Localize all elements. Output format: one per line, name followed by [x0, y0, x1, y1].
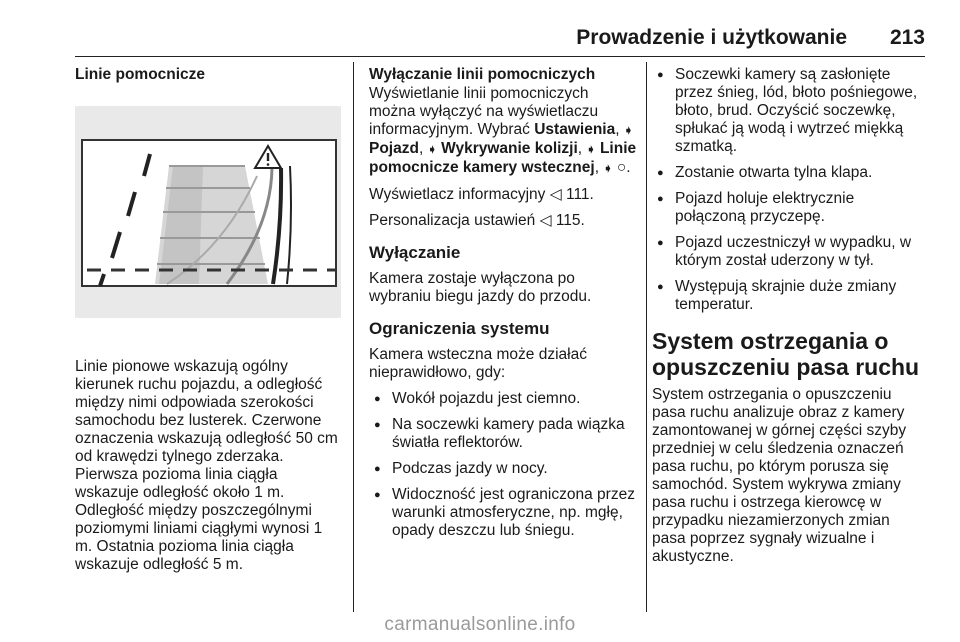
separator: ,	[418, 140, 428, 157]
menu-arrow-icon: ➧	[427, 144, 437, 156]
menu-arrow-icon: ➧	[586, 144, 596, 156]
guidelines-paragraph: Linie pionowe wskazują ogólny kierunek ruchu pojazdu, a odległość między nimi odpowiada szerokości samochodu bez lusterek. Czerwone oznaczenia wskazują odległość 50 cm od krawędzi tylnego zderzaka. Pierwsza pozioma linia ciągła wskazuje odległość około 1 m. Odległość między poszczególnymi poziomymi liniami ciągłymi wynosi 1 m. Ostatnia pozioma linia ciągła wskazuje odległość 5 m.	[75, 358, 338, 573]
page-ref-icon: ◁	[549, 186, 562, 203]
reference-page: 111.	[565, 186, 594, 203]
lane-departure-paragraph: System ostrzegania o opuszczeniu pasa ruchu analizuje obraz z kamery zamontowanej w górnej części szyby przedniej w celu śledzenia oznaczeń pasa ruchu, po którym porusza się samochód. System wykrywa zmiany pasa ruchu i ostrzega kierowcę w przypadku niezamierzonych zmian pasa poprzez sygnały wizualne i akustyczne.	[652, 386, 907, 565]
section-heading: Ograniczenia systemu	[369, 319, 550, 338]
menu-path-item: Wykrywanie kolizji	[441, 140, 578, 157]
reference-page: 115.	[555, 212, 585, 229]
list-item: ● Zostanie otwarta tylna klapa.	[652, 164, 927, 182]
menu-path-item: Ustawienia	[534, 121, 616, 138]
list-item: ● Podczas jazdy w nocy.	[369, 460, 639, 478]
disable-guidelines-paragraph	[369, 85, 639, 178]
list-item: ● Soczewki kamery są zasłonięte przez śnieg, lód, błoto pośniegowe, błoto, brud. Oczyścić soczewkę, spłukać ją wodą i wytrzeć miękką szmatką.	[652, 66, 927, 156]
column-1	[75, 62, 341, 574]
camera-off-paragraph: Kamera zostaje wyłączona po wybraniu biegu jazdy do przodu.	[369, 270, 592, 305]
period: .	[626, 159, 631, 176]
menu-path-item: Pojazd	[369, 140, 419, 157]
list-item: ● Pojazd holuje elektrycznie połączoną przyczepę.	[652, 190, 927, 226]
page-header	[75, 22, 925, 52]
header-rule	[75, 56, 925, 57]
section-heading: Wyłączanie linii pomocniczych	[369, 66, 596, 83]
section-title: System ostrzegania o opuszczeniu pasa ruchu	[652, 328, 920, 380]
header-title: Prowadzenie i użytkowanie	[576, 26, 847, 49]
menu-path-item: Linie pomocnicze kamery wstecznej	[369, 140, 637, 176]
reference-text: Personalizacja ustawień	[369, 212, 540, 229]
list-item: ● Występują skrajnie duże zmiany temperatur.	[652, 278, 927, 314]
section-heading: Linie pomocnicze	[75, 66, 206, 83]
list-item: ● Pojazd uczestniczył w wypadku, w którym został uderzony w tył.	[652, 234, 927, 270]
page-number: 213	[889, 26, 925, 49]
section-heading: Wyłączanie	[369, 243, 461, 262]
column-divider	[646, 62, 647, 612]
separator: ,	[577, 140, 587, 157]
limitations-intro: Kamera wsteczna może działać nieprawidłowo, gdy:	[369, 346, 587, 381]
camera-guidelines-figure	[75, 106, 341, 318]
reference-line	[369, 186, 639, 204]
reference-line	[369, 212, 639, 230]
menu-arrow-icon: ➧	[623, 125, 634, 137]
camera-display-illustration	[75, 106, 341, 318]
watermark: carmanualsonline.info	[384, 614, 576, 635]
separator: ,	[594, 159, 604, 176]
column-2	[369, 62, 639, 548]
toggle-off-icon: ○	[616, 159, 627, 176]
column-divider	[353, 62, 354, 612]
page-ref-icon: ◁	[539, 212, 552, 229]
limitations-list	[369, 390, 639, 540]
reference-text: Wyświetlacz informacyjny	[369, 186, 550, 203]
column-3	[652, 62, 927, 566]
list-item: ● Widoczność jest ograniczona przez warunki atmosferyczne, np. mgłę, opady deszczu lub śniegu.	[369, 486, 639, 540]
separator: ,	[615, 121, 624, 138]
menu-arrow-icon: ➧	[603, 163, 613, 175]
list-item: ● Wokół pojazdu jest ciemno.	[369, 390, 639, 408]
list-item: ● Na soczewki kamery pada wiązka światła reflektorów.	[369, 416, 639, 452]
limitations-list-continued	[652, 66, 927, 314]
paragraph-text: Wyświetlanie linii pomocniczych można wyłączyć na wyświetlaczu informacyjnym. Wybrać	[369, 85, 599, 138]
